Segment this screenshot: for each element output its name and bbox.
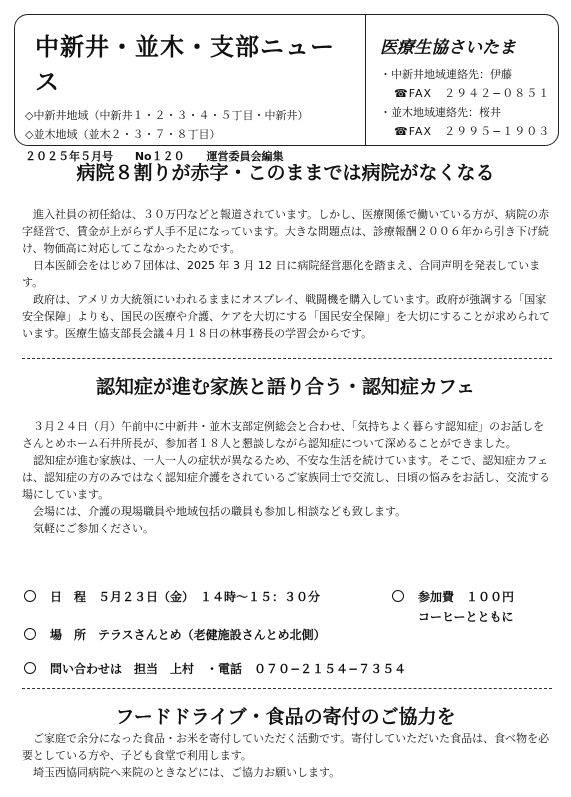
event-fee-note: コーヒーとともに (418, 610, 514, 624)
paragraph: 会場には、介護の現場職員や地域包括の職員も参加し相談なども致します。 (22, 505, 407, 518)
paragraph: 埼玉西協同病院へ来院のときなどには、ご協力お願いします。 (22, 766, 341, 779)
paragraph: ご家庭で余分になった食品・お米を寄付していただく活動です。寄付していただいた食品は、食べ物を必要としている方や、子ども食堂で利用します。 (22, 732, 550, 762)
article1-headline: 病院８割りが赤字・このままでは病院がなくなる (76, 162, 495, 184)
event-fee: 参加費 １００円 (392, 588, 514, 605)
article3-body (22, 730, 554, 781)
paragraph: 気軽にご参加ください。 (22, 522, 154, 535)
paragraph: 認知症が進む家族は、一人一人の症状が異なるため、不安な生活を続けています。そこで、認知症カフェは、認知症の方のみではなく認知症介護をされているご家族同士で交流し、日頃の悩みをお話し、交流する場にしています。 (22, 454, 550, 501)
article2-headline: 認知症が進む家族と語り合う・認知症カフェ (95, 376, 476, 398)
paragraph: 進入社員の初任給は、３０万円などと報道されています。しかし、医療関係で働いている方が、病院の赤字経営で、賃金が上がらず人手不足になっています。大きな問題点は、診療報酬２００６年から引き下げ続け、物価高に対応してこなかったためです。 (22, 208, 550, 255)
circle-bullet-icon (24, 662, 36, 674)
article1-body (22, 206, 554, 342)
issue-date: ２０２５年５月号 (25, 150, 113, 163)
organization-name: 医療生協さいたま (380, 38, 516, 58)
paragraph: 日本医師会をはじめ７団体は、2025 年 3 月 12 日に病院経営悪化を踏まえ、合同声明を発表しています。 (22, 259, 541, 289)
event-inquiry: 問い合わせは 担当 上村 ・電話 ０７０−２１５４−７３５４ (24, 660, 406, 677)
header-right (365, 15, 558, 145)
header-left (25, 21, 355, 164)
event-schedule: 日 程 ５月２３日（金） １４時〜１５：３０分 (24, 588, 320, 605)
circle-bullet-icon (392, 590, 404, 602)
article2-body (22, 418, 554, 537)
area-nakaarai: ◇中新井地域（中新井１・２・３・４・５丁目・中新井） (25, 109, 309, 122)
article3-headline: フードドライブ・食品の寄付のご協力を (115, 706, 456, 728)
paragraph: ３月２４日（月）午前中に中新井・並木支部定例総会と合わせ、「気持ちよく暮らす認知症」のお話しをさんとめホーム石井所長が、参加者１８人と懇談しながら認知症について深めることができました。 (22, 420, 545, 450)
issue-number: No１２０ (134, 150, 185, 163)
editor: 運営委員会編集 (206, 150, 284, 163)
dashed-divider (22, 688, 552, 689)
fax-nakaarai: ☎FAX ２９４２−０８５１ (394, 87, 551, 100)
newsletter-header (14, 14, 559, 163)
contact-namiki: ・並木地域連絡先：桜井 (380, 106, 501, 119)
event-venue: 場 所 テラスさんとめ（老健施設さんとめ北側） (24, 626, 326, 643)
dashed-divider (22, 358, 552, 359)
circle-bullet-icon (24, 590, 36, 602)
fax-namiki: ☎FAX ２９９５−１９０３ (394, 125, 551, 138)
area-namiki: ◇並木地域（並木２・３・７・８丁目） (25, 128, 221, 141)
circle-bullet-icon (24, 628, 36, 640)
paragraph: 政府は、アメリカ大統領にいわれるままにオスプレイ、戦闘機を購入しています。政府が強調する「国家安全保障」よりも、国民の医療や介護、ケアを大切にする「国民安全保障」を大切にすることが求められています。医療生協支部長会議４月１８日の林事務長の学習会からです。 (22, 293, 550, 340)
newsletter-title: 中新井・並木・支部ニュース (35, 33, 335, 96)
contact-nakaarai: ・中新井地域連絡先：伊藤 (380, 68, 512, 81)
